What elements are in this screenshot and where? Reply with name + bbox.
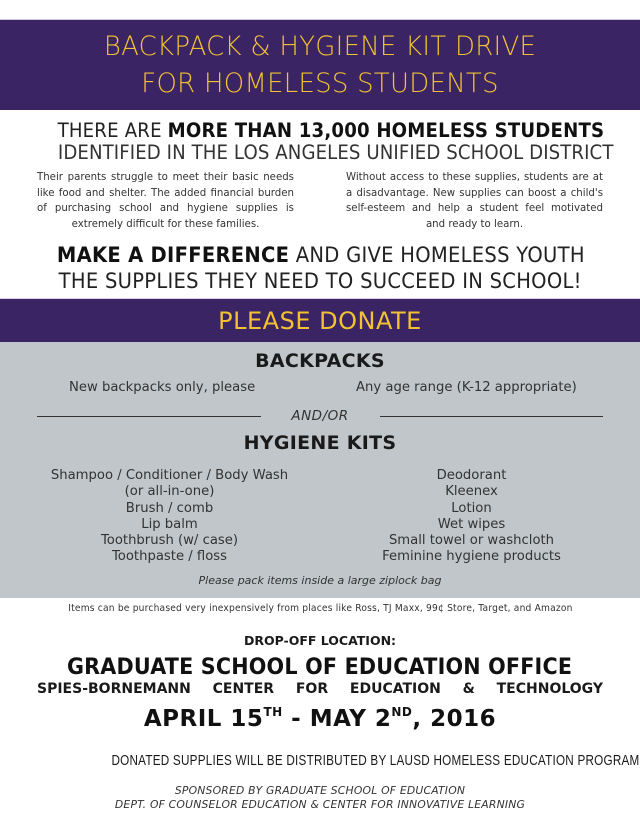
explanation-paragraphs (37, 170, 603, 232)
list-item: Shampoo / Conditioner / Body Wash (50, 468, 289, 483)
list-item: Deodorant (436, 468, 507, 483)
start-date: APRIL 15 (143, 706, 264, 732)
please-donate-banner: PLEASE DONATE (0, 298, 640, 342)
stores-note: Items can be purchased very inexpensively from places like Ross, TJ Maxx, 99¢ Store, Target, and Amazon (67, 603, 573, 614)
sponsor-line-1: SPONSORED BY GRADUATE SCHOOL OF EDUCATION (174, 784, 466, 797)
drive-dates (0, 705, 640, 732)
end-date-suffix: ND (391, 705, 413, 719)
list-item: Wet wipes (437, 516, 506, 532)
hygiene-items-right (380, 468, 563, 566)
and-or-divider (37, 406, 603, 426)
call-to-action (37, 242, 603, 294)
dropoff-label: DROP-OFF LOCATION: (243, 633, 397, 648)
donation-items-panel (0, 342, 640, 598)
year: , 2016 (412, 706, 497, 732)
ziplock-note: Please pack items inside a large ziplock bag (198, 574, 442, 587)
list-item: Lotion (451, 500, 492, 516)
stat-prefix: THERE ARE (57, 119, 168, 142)
paragraph-right: Without access to these supplies, students are at a disadvantage. New supplies can boost a child's self-esteem and help a student feel motivated and ready to learn. (346, 172, 603, 230)
hygiene-kits-heading: HYGIENE KITS (243, 432, 397, 454)
hygiene-items-left (48, 468, 291, 566)
and-or-label: AND/OR (291, 408, 349, 424)
list-item: (or all-in-one) (124, 484, 215, 500)
list-item: Toothpaste / floss (111, 549, 228, 565)
divider-line-right (380, 416, 603, 417)
stat-highlight: MORE THAN 13,000 HOMELESS STUDENTS (167, 119, 605, 142)
list-item: Kleenex (445, 484, 498, 500)
dropoff-office: GRADUATE SCHOOL OF EDUCATION OFFICE (67, 654, 573, 680)
list-item: Toothbrush (w/ case) (100, 533, 239, 549)
cta-line-1-rest: AND GIVE HOMELESS YOUTH (289, 243, 585, 267)
title-line-2: FOR HOMELESS STUDENTS (141, 68, 499, 99)
list-item: Brush / comb (125, 500, 214, 516)
sponsor-credits (0, 784, 640, 812)
backpack-option: New backpacks only, please (69, 380, 256, 395)
start-date-suffix: TH (263, 705, 283, 719)
title-banner (0, 19, 640, 110)
paragraph-left: Their parents struggle to meet their basic needs like food and shelter. The added financial burden of purchasing school and hygiene supplies is extremely difficult for these families. (37, 172, 294, 230)
dropoff-center: SPIES-BORNEMANN CENTER FOR EDUCATION & TECHNOLOGY (37, 681, 603, 697)
cta-line-2: THE SUPPLIES THEY NEED TO SUCCEED IN SCHOOL! (58, 269, 582, 293)
backpacks-heading: BACKPACKS (255, 350, 385, 372)
end-date: - MAY 2 (282, 706, 392, 732)
list-item: Feminine hygiene products (382, 549, 561, 565)
statistic-heading (37, 119, 614, 164)
list-item: Small towel or washcloth (388, 533, 555, 549)
cta-bold: MAKE A DIFFERENCE (56, 243, 290, 267)
backpack-option: Any age range (K-12 appropriate) (356, 380, 577, 395)
distribution-note: DONATED SUPPLIES WILL BE DISTRIBUTED BY LAUSD HOMELESS EDUCATION PROGRAM (111, 752, 640, 769)
list-item: Lip balm (141, 516, 198, 532)
stat-line-2: IDENTIFIED IN THE LOS ANGELES UNIFIED SCHOOL DISTRICT (57, 141, 614, 164)
sponsor-line-2: DEPT. OF COUNSELOR EDUCATION & CENTER FOR INNOVATIVE LEARNING (114, 798, 526, 811)
title-line-1: BACKPACK & HYGIENE KIT DRIVE (103, 31, 537, 62)
